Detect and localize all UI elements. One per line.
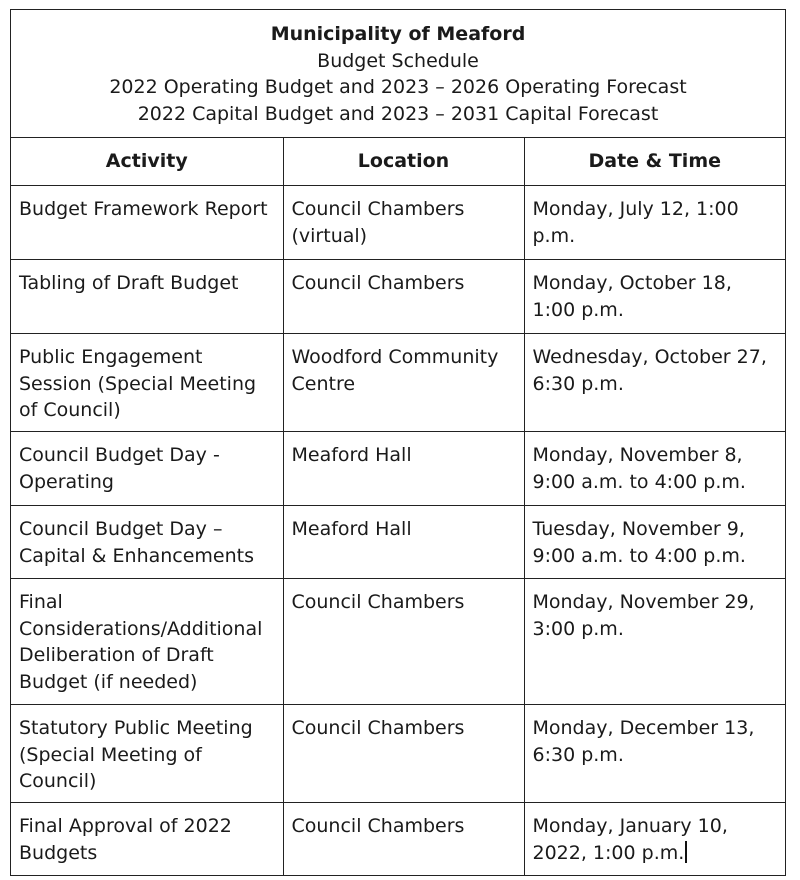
activity-cell: Budget Framework Report: [11, 186, 283, 260]
budget-schedule-document: [10, 9, 786, 876]
table-row: [11, 334, 785, 432]
datetime-cell: Wednesday, October 27, 6:30 p.m.: [524, 334, 785, 432]
table-row: [11, 579, 785, 705]
header-title: Municipality of Meaford: [270, 23, 526, 45]
column-header-activity: Activity: [11, 138, 283, 186]
text-cursor: [685, 841, 687, 863]
activity-cell: Tabling of Draft Budget: [11, 260, 283, 334]
location-cell: Council Chambers (virtual): [283, 186, 524, 260]
datetime-cell: Monday, December 13, 6:30 p.m.: [524, 705, 785, 803]
table-row: [11, 260, 785, 334]
location-cell: Council Chambers: [283, 803, 524, 875]
location-cell: Council Chambers: [283, 705, 524, 803]
table-row: [11, 506, 785, 579]
location-cell: Council Chambers: [283, 579, 524, 705]
header-operating-line: 2022 Operating Budget and 2023 – 2026 Operating Forecast: [109, 76, 687, 98]
table-row: [11, 432, 785, 506]
datetime-cell: Monday, November 29, 3:00 p.m.: [524, 579, 785, 705]
datetime-text: Monday, January 10, 2022, 1:00 p.m.: [532, 815, 728, 864]
column-header-date-time: Date & Time: [524, 138, 785, 186]
datetime-cell: Monday, November 8, 9:00 a.m. to 4:00 p.m.: [524, 432, 785, 506]
schedule-header: [11, 10, 785, 138]
activity-cell: Statutory Public Meeting (Special Meeting of Council): [11, 705, 283, 803]
datetime-cell[interactable]: [524, 803, 785, 875]
activity-cell: Public Engagement Session (Special Meeting of Council): [11, 334, 283, 432]
column-header-location: Location: [283, 138, 524, 186]
datetime-cell: Tuesday, November 9, 9:00 a.m. to 4:00 p.m.: [524, 506, 785, 579]
header-subtitle: Budget Schedule: [317, 49, 479, 72]
table-row: [11, 186, 785, 260]
header-capital-line: 2022 Capital Budget and 2023 – 2031 Capital Forecast: [137, 102, 659, 125]
table-header-row: [11, 138, 785, 186]
schedule-table: [11, 138, 785, 875]
datetime-cell: Monday, October 18, 1:00 p.m.: [524, 260, 785, 334]
activity-cell: Council Budget Day - Operating: [11, 432, 283, 506]
location-cell: Woodford Community Centre: [283, 334, 524, 432]
table-row: [11, 705, 785, 803]
activity-cell: Council Budget Day – Capital & Enhancements: [11, 506, 283, 579]
location-cell: Council Chambers: [283, 260, 524, 334]
datetime-cell: Monday, July 12, 1:00 p.m.: [524, 186, 785, 260]
activity-cell: Final Considerations/Additional Deliberation of Draft Budget (if needed): [11, 579, 283, 705]
location-cell: Meaford Hall: [283, 506, 524, 579]
location-cell: Meaford Hall: [283, 432, 524, 506]
activity-cell: Final Approval of 2022 Budgets: [11, 803, 283, 875]
table-row: [11, 803, 785, 875]
